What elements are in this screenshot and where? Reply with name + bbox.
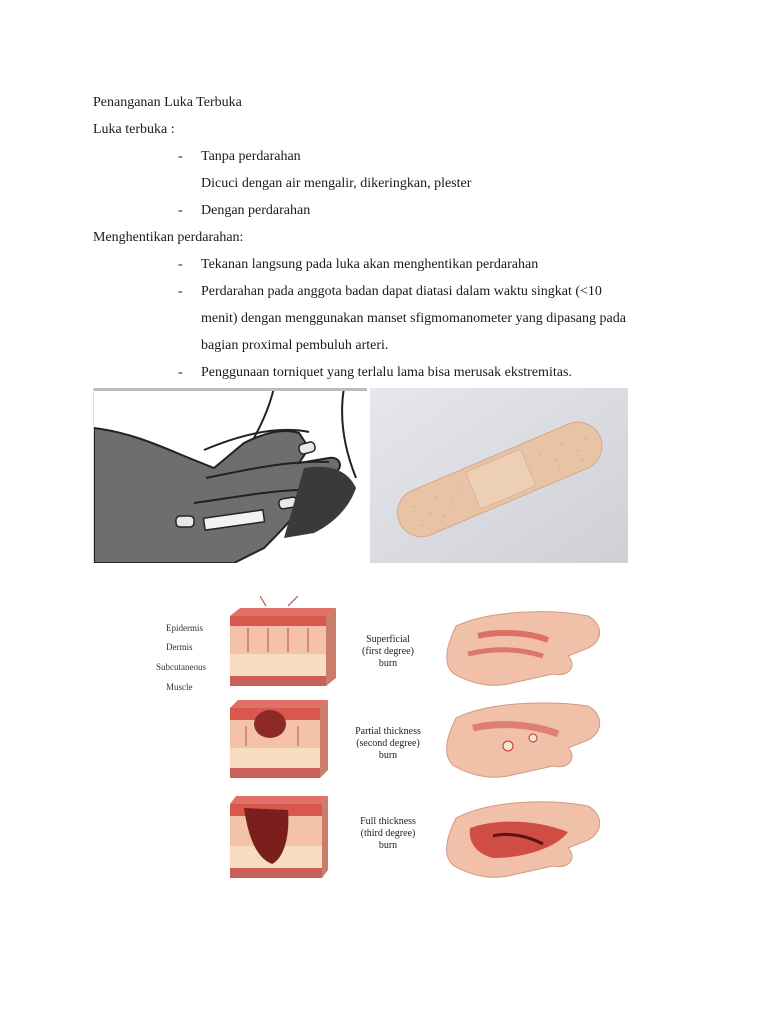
bullet-dash: -	[178, 365, 183, 380]
bullet-dash: -	[178, 203, 183, 218]
list-item: Dicuci dengan air mengalir, dikeringkan, plester	[201, 176, 472, 191]
list-item: menit) dengan menggunakan manset sfigmomanometer yang dipasang pada	[201, 311, 626, 326]
list-item: Tekanan langsung pada luka akan menghentikan perdarahan	[201, 257, 539, 272]
caption-line: burn	[378, 658, 398, 669]
list-item: Dengan perdarahan	[201, 203, 311, 218]
document-title: Penanganan Luka Terbuka	[93, 95, 242, 110]
layer-label: Epidermis	[166, 623, 203, 633]
list-item: Penggunaan torniquet yang terlalu lama bisa merusak ekstremitas.	[201, 365, 572, 380]
layer-label: Muscle	[166, 682, 193, 692]
adhesive-bandage-photo	[370, 388, 628, 563]
layer-label: Dermis	[166, 642, 193, 652]
burn-caption	[343, 816, 433, 852]
burn-caption	[348, 634, 428, 670]
list-item: bagian proximal pembuluh arteri.	[201, 338, 389, 353]
caption-line: (first degree)	[362, 646, 414, 657]
caption-line: burn	[378, 840, 398, 851]
caption-line: burn	[378, 750, 398, 761]
bandage-drawing	[370, 388, 628, 563]
caption-line: Superficial	[366, 634, 410, 645]
bullet-dash: -	[178, 149, 183, 164]
burn-caption	[338, 726, 438, 762]
burn-degrees-figure	[148, 596, 618, 886]
caption-line: Full thickness	[360, 816, 416, 827]
bullet-dash: -	[178, 284, 183, 299]
heading-open-wound: Luka terbuka :	[93, 122, 175, 137]
layer-label: Subcutaneous	[156, 662, 206, 672]
list-item: Tanpa perdarahan	[201, 149, 301, 164]
bullet-dash: -	[178, 257, 183, 272]
caption-line: (second degree)	[356, 738, 420, 749]
caption-line: Partial thickness	[355, 726, 421, 737]
heading-stop-bleeding: Menghentikan perdarahan:	[93, 230, 244, 245]
caption-line: (third degree)	[360, 828, 416, 839]
pressure-hand-illustration	[93, 388, 367, 563]
list-item: Perdarahan pada anggota badan dapat diatasi dalam waktu singkat (<10	[201, 284, 602, 299]
hand-drawing	[94, 388, 367, 563]
